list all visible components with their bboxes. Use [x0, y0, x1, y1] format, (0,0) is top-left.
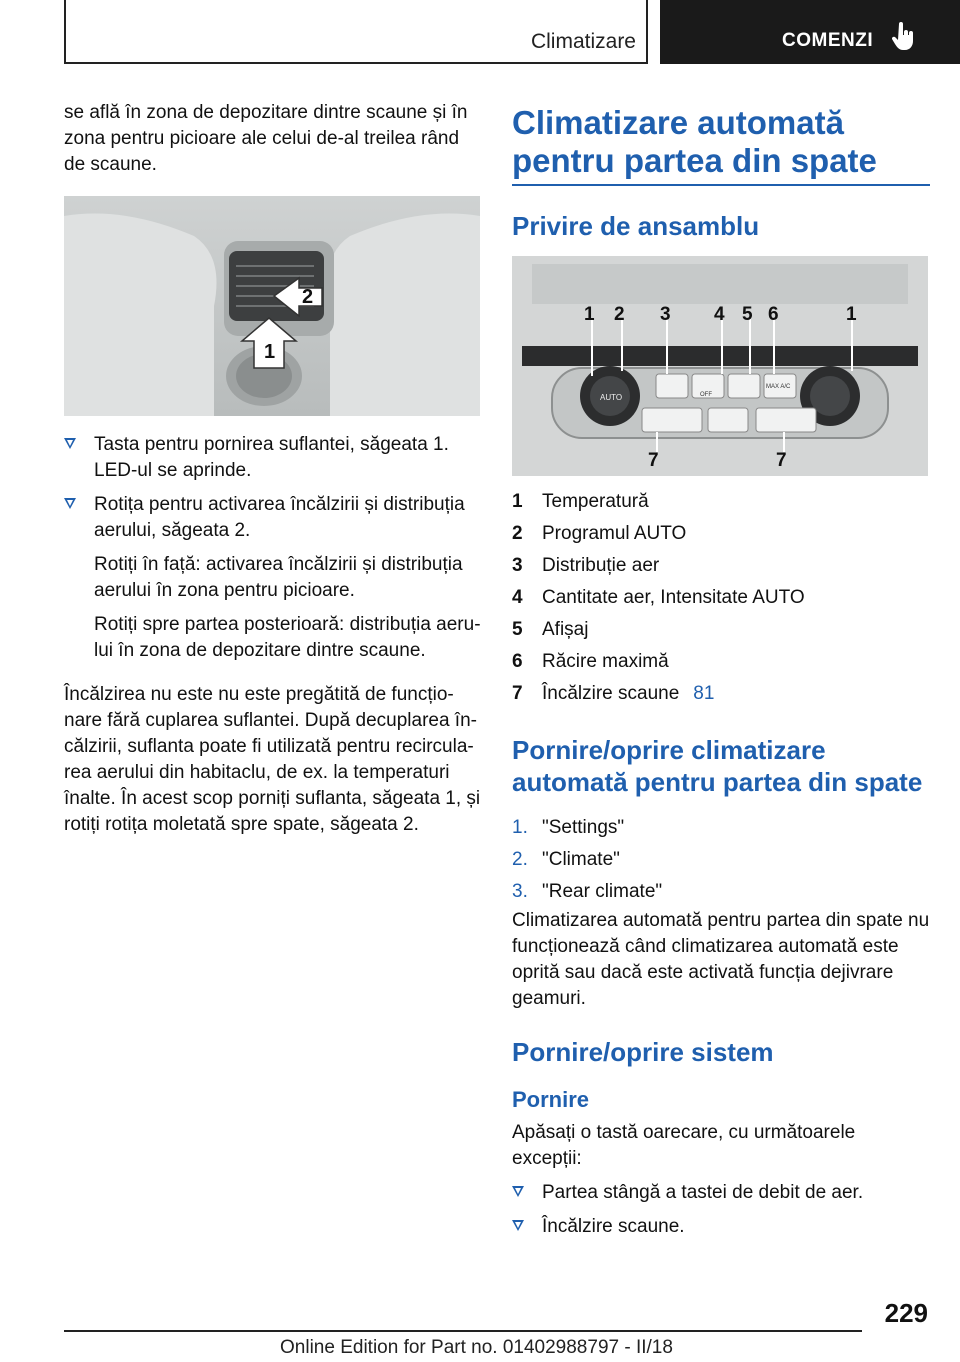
page-number: 229	[884, 1298, 928, 1328]
step-item: 1. "Settings"	[512, 817, 625, 838]
rear-climate-panel-figure	[512, 256, 928, 476]
triangle-bullet-icon	[64, 498, 76, 509]
list-item: Tasta pentru pornirea suflantei, săgeata 1. LED-ul se aprinde.	[64, 432, 482, 484]
overview-heading: Privire de ansamblu	[512, 211, 760, 241]
triangle-bullet-icon	[512, 1220, 524, 1231]
onoff-heading: Pornire/oprire climatizare automată pentru partea din spate	[512, 735, 923, 797]
legend-item: 2 Programul AUTO	[512, 523, 687, 544]
legend-item: 5 Afișaj	[512, 619, 589, 640]
triangle-bullet-icon	[64, 438, 76, 449]
start-text: Apăsați o tastă oarecare, cu următoarele excepții:	[512, 1122, 856, 1169]
legend-item: 3 Distribuție aer	[512, 555, 660, 576]
intro-paragraph: se află în zona de depozitare dintre scaune și în zona pentru picioare ale celui de-al treilea rând de scaune.	[64, 102, 468, 175]
rear-blower-figure	[64, 196, 480, 416]
footer-divider	[64, 1330, 862, 1332]
step-item: 3. "Rear climate"	[512, 881, 663, 902]
legend-item: 7 Încălzire scaune 81	[512, 683, 715, 704]
section-title: Climatizare automată pentru partea din spate	[512, 104, 930, 186]
legend-item: 4 Cantitate aer, Intensitate AUTO	[512, 587, 805, 608]
list-item: Partea stângă a tastei de debit de aer.	[512, 1180, 930, 1206]
step-item: 2. "Climate"	[512, 849, 620, 870]
figure-label-off: OFF	[700, 392, 712, 398]
legend-item: 6 Răcire maximă	[512, 651, 669, 672]
figure-callout-1b: 1	[846, 304, 857, 325]
figure-callout-6: 6	[768, 304, 779, 325]
section-badge-label: COMENZI	[782, 30, 874, 51]
start-bullet-list	[512, 1180, 930, 1240]
body-paragraph: Încălzirea nu este nu este pregătită de funcțio-nare fără cuplarea suflantei. După decuplarea în-călzirii, suflanta poate fi utilizată pentru recircula-rea aerului din habitaclu, de ex. la temperaturi înalte. În acest scop porniți suflanta, săgeata 1, și rotiți rotița moletată spre spate, săgeata 2.	[64, 684, 481, 835]
figure-callout-1: 1	[584, 304, 595, 325]
right-column	[512, 104, 930, 1248]
triangle-bullet-icon	[512, 1186, 524, 1197]
figure-label-max-ac: MAX A/C	[766, 384, 791, 390]
figure-label-auto: AUTO	[600, 393, 623, 402]
figure-callout-4: 4	[714, 304, 725, 325]
header-section-title: Climatizare	[530, 30, 636, 53]
list-item: Încălzire scaune.	[512, 1214, 930, 1240]
section-badge[interactable]	[660, 0, 960, 64]
list-item: Rotița pentru activarea încălzirii și distribuția aerului, săgeata 2.	[64, 492, 482, 544]
steps-list	[512, 812, 930, 908]
figure-callout-2: 2	[614, 304, 625, 325]
figure-callout-1: 1	[264, 341, 276, 363]
page-reference-link[interactable]: 81	[693, 683, 715, 704]
figure-callout-7: 7	[648, 450, 659, 471]
legend-list	[512, 486, 930, 710]
left-bullet-list	[64, 432, 482, 544]
figure-callout-7b: 7	[776, 450, 787, 471]
sub-paragraph: Rotiți spre partea posterioară: distribuția aeru-lui în zona de depozitare dintre scaune.	[94, 614, 481, 661]
figure-callout-3: 3	[660, 304, 671, 325]
footer-edition: Online Edition for Part no. 01402988797 - II/18	[280, 1337, 673, 1358]
legend-item: 1 Temperatură	[512, 491, 649, 512]
sub-paragraph: Rotiți în față: activarea încălzirii și distribuția aerului în zona pentru picioare.	[94, 554, 463, 601]
onoff-note: Climatizarea automată pentru partea din spate nu funcționează când climatizarea automată este oprită sau dacă este activată funcția dejivrare geamuri.	[512, 910, 930, 1009]
hand-pointer-icon	[892, 22, 916, 57]
start-subheading: Pornire	[512, 1087, 590, 1112]
figure-callout-2: 2	[302, 286, 314, 308]
system-heading: Pornire/oprire sistem	[512, 1037, 774, 1067]
figure-callout-5: 5	[742, 304, 753, 325]
left-column	[64, 100, 482, 838]
